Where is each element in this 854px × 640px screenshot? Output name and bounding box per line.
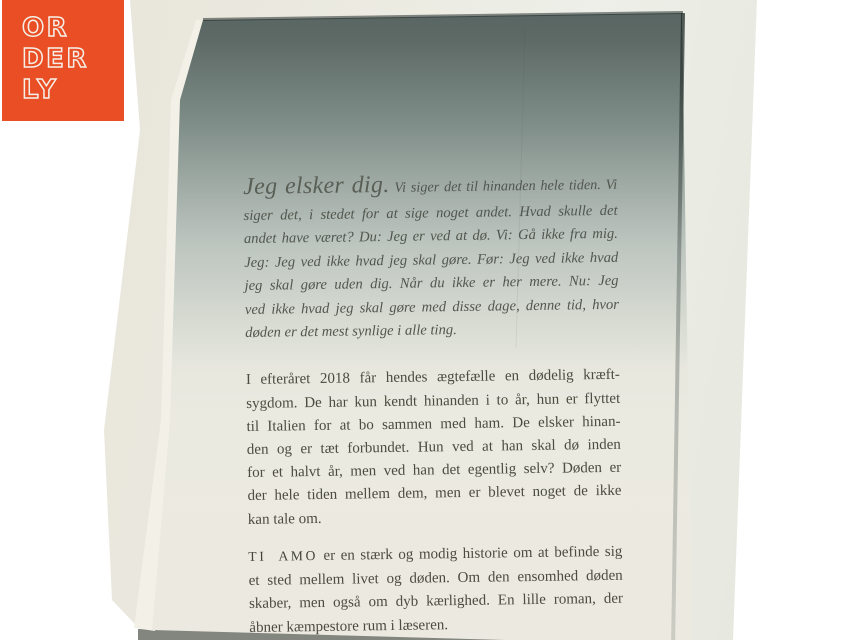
intro-line: andet have været? Du: Jeg er ved at dø. Vi: Gå ikke fra mig. — [243, 226, 619, 248]
synopsis-line: for et halvt år, men ved han det egentlig selv? Døden er — [247, 459, 622, 482]
blurb-line: et sted mellem livet og døden. Om den ensomhed døden — [248, 567, 623, 589]
book-title-smallcaps: TI AMO — [248, 547, 319, 564]
intro-line — [243, 167, 617, 205]
orderly-logo — [2, 0, 124, 121]
intro-line: siger det, i stedet for at sige noget andet. Hvad skulle det — [243, 202, 618, 224]
orderly-logo-row: OR — [22, 13, 70, 43]
blurb-paragraph — [248, 540, 623, 640]
orderly-logo-row: LY — [22, 75, 59, 105]
blurb-line: skaber, men også om dyb kærlighed. En lille roman, der — [248, 591, 624, 613]
back-cover-text — [243, 167, 624, 640]
intro-lead-phrase: Jeg elsker dig. — [243, 171, 390, 200]
intro-line-rest: Vi siger det til hinanden hele tiden. Vi — [394, 176, 618, 196]
synopsis-line: der hele tiden mellem dem, men er blevet noget de ikke — [247, 483, 622, 505]
intro-line: Jeg: Jeg ved ikke hvad jeg skal gøre. Før: Jeg ved ikke hvad — [244, 249, 619, 271]
synopsis-line: sygdom. De har kun kendt hinanden i to år, hun er flyttet — [246, 390, 621, 412]
synopsis-line: den og er tæt forbundet. Hun ved at han skal dø inden — [246, 436, 621, 459]
synopsis-line: til Italien for at bo sammen med ham. De elsker hinan- — [246, 413, 621, 435]
synopsis-paragraph — [246, 364, 622, 532]
blurb-line: åbner kæmpestore rum i læseren. — [249, 617, 449, 637]
intro-line: jeg skal gøre uden dig. Når du ikke er her mere. Nu: Jeg — [244, 272, 619, 295]
intro-quote-paragraph — [243, 167, 619, 346]
intro-line: døden er det mest synlige i alle ting. — [245, 322, 457, 342]
orderly-logo-row: DER — [22, 44, 89, 74]
synopsis-line: kan tale om. — [247, 510, 322, 528]
intro-line: ved ikke hvad jeg skal gøre med disse dage, denne tid, hvor — [244, 296, 619, 318]
synopsis-line: I efteråret 2018 får hendes ægtefælle en dødelig kræft- — [245, 367, 620, 389]
blurb-line-rest: er en stærk og modig historie om at befinde sig — [323, 543, 623, 564]
